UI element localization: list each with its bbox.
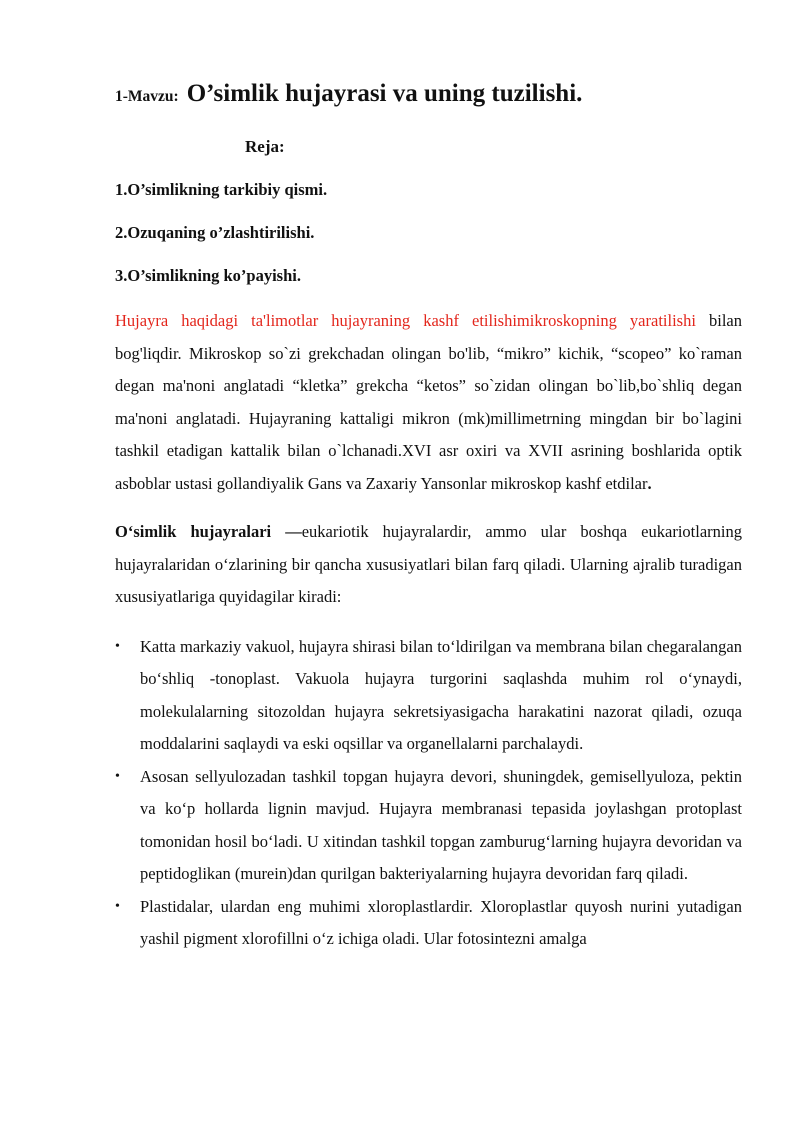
title-main: O’simlik hujayrasi va uning tuzilishi.	[186, 80, 583, 107]
bullet-icon: •	[115, 638, 120, 654]
plan-item: 2.Ozuqaning o’zlashtirilishi.	[115, 223, 315, 242]
paragraph-body: eukariotik hujayralardir, ammo ular boshqa eukariotlarning hujayralaridan o‘zlarining bir qancha xususiyatlari bilan farq qiladi. Ularning ajralib turadigan xususiyatlariga quyidagilar kiradi:	[115, 522, 742, 606]
paragraph-plant-cells	[115, 516, 742, 614]
list-item	[115, 631, 742, 761]
plan-list	[115, 180, 742, 286]
paragraph-microscope-history	[115, 305, 742, 500]
bullet-icon: •	[115, 898, 120, 914]
plan-item: 3.O’simlikning ko’payishi.	[115, 266, 301, 285]
paragraph-body: bilan bog'liqdir. Mikroskop so`zi grekchadan olingan bo'lib, “mikro” kichik, “scopeo” ko`raman degan ma'noni anglatadi “kletka” grekcha “ketos” so`zidan olingan bo`lib,bo`shliq degan ma'noni anglatadi. Hujayraning kattaligi mikron (mk)millimetrning mingdan bir bo`lagini tashkil etadigan kattalik bilan o`lchanadi.XVI asr oxiri va XVII asrining boshlarida optik asboblar ustasi gollandiyalik Gans va Zaxariy Yansonlar mikroskop kashf etdilar	[115, 311, 742, 493]
list-item	[115, 761, 742, 891]
paragraph-end: .	[647, 473, 652, 493]
title-prefix: 1-Mavzu:	[115, 88, 179, 105]
plan-heading: Reja:	[245, 137, 285, 156]
list-item	[115, 891, 742, 956]
list-item-text: Asosan sellyulozadan tashkil topgan hujayra devori, shuningdek, gemisellyuloza, pektin va ko‘p hollarda lignin mavjud. Hujayra membranasi tepasida joylashgan protoplast tomonidan hosil bo‘ladi. U xitindan tashkil topgan zamburug‘larning hujayra devoridan va peptidoglikan (murein)dan qurilgan bakteriyalarning hujayra devoridan farq qiladi.	[140, 766, 742, 883]
features-list	[115, 631, 742, 956]
document-content	[115, 72, 742, 956]
page-title	[115, 72, 742, 109]
plan-item: 1.O’simlikning tarkibiy qismi.	[115, 180, 328, 199]
paragraph-red-lead: Hujayra haqidagi ta'limotlar hujayraning kashf etilishimikroskopning yaratilishi	[115, 311, 696, 330]
bullet-icon: •	[115, 768, 120, 784]
list-item-text: Plastidalar, ulardan eng muhimi xloroplastlardir. Xloroplastlar quyosh nurini yutadigan yashil pigment xlorofillni o‘z ichiga oladi. Ular fotosintezni amalga	[140, 896, 742, 948]
paragraph-bold-lead: O‘simlik hujayralari —	[115, 522, 302, 541]
list-item-text: Katta markaziy vakuol, hujayra shirasi bilan to‘ldirilgan va membrana bilan chegaralangan bo‘shliq -tonoplast. Vakuola hujayra turgorini saqlashda muhim rol o‘ynaydi, molekulalarning sitozoldan hujayra sekretsiyasigacha harakatini nazorat qiladi, ozuqa moddalarini saqlaydi va eski oqsillar va organellalarni parchalaydi.	[140, 636, 742, 753]
